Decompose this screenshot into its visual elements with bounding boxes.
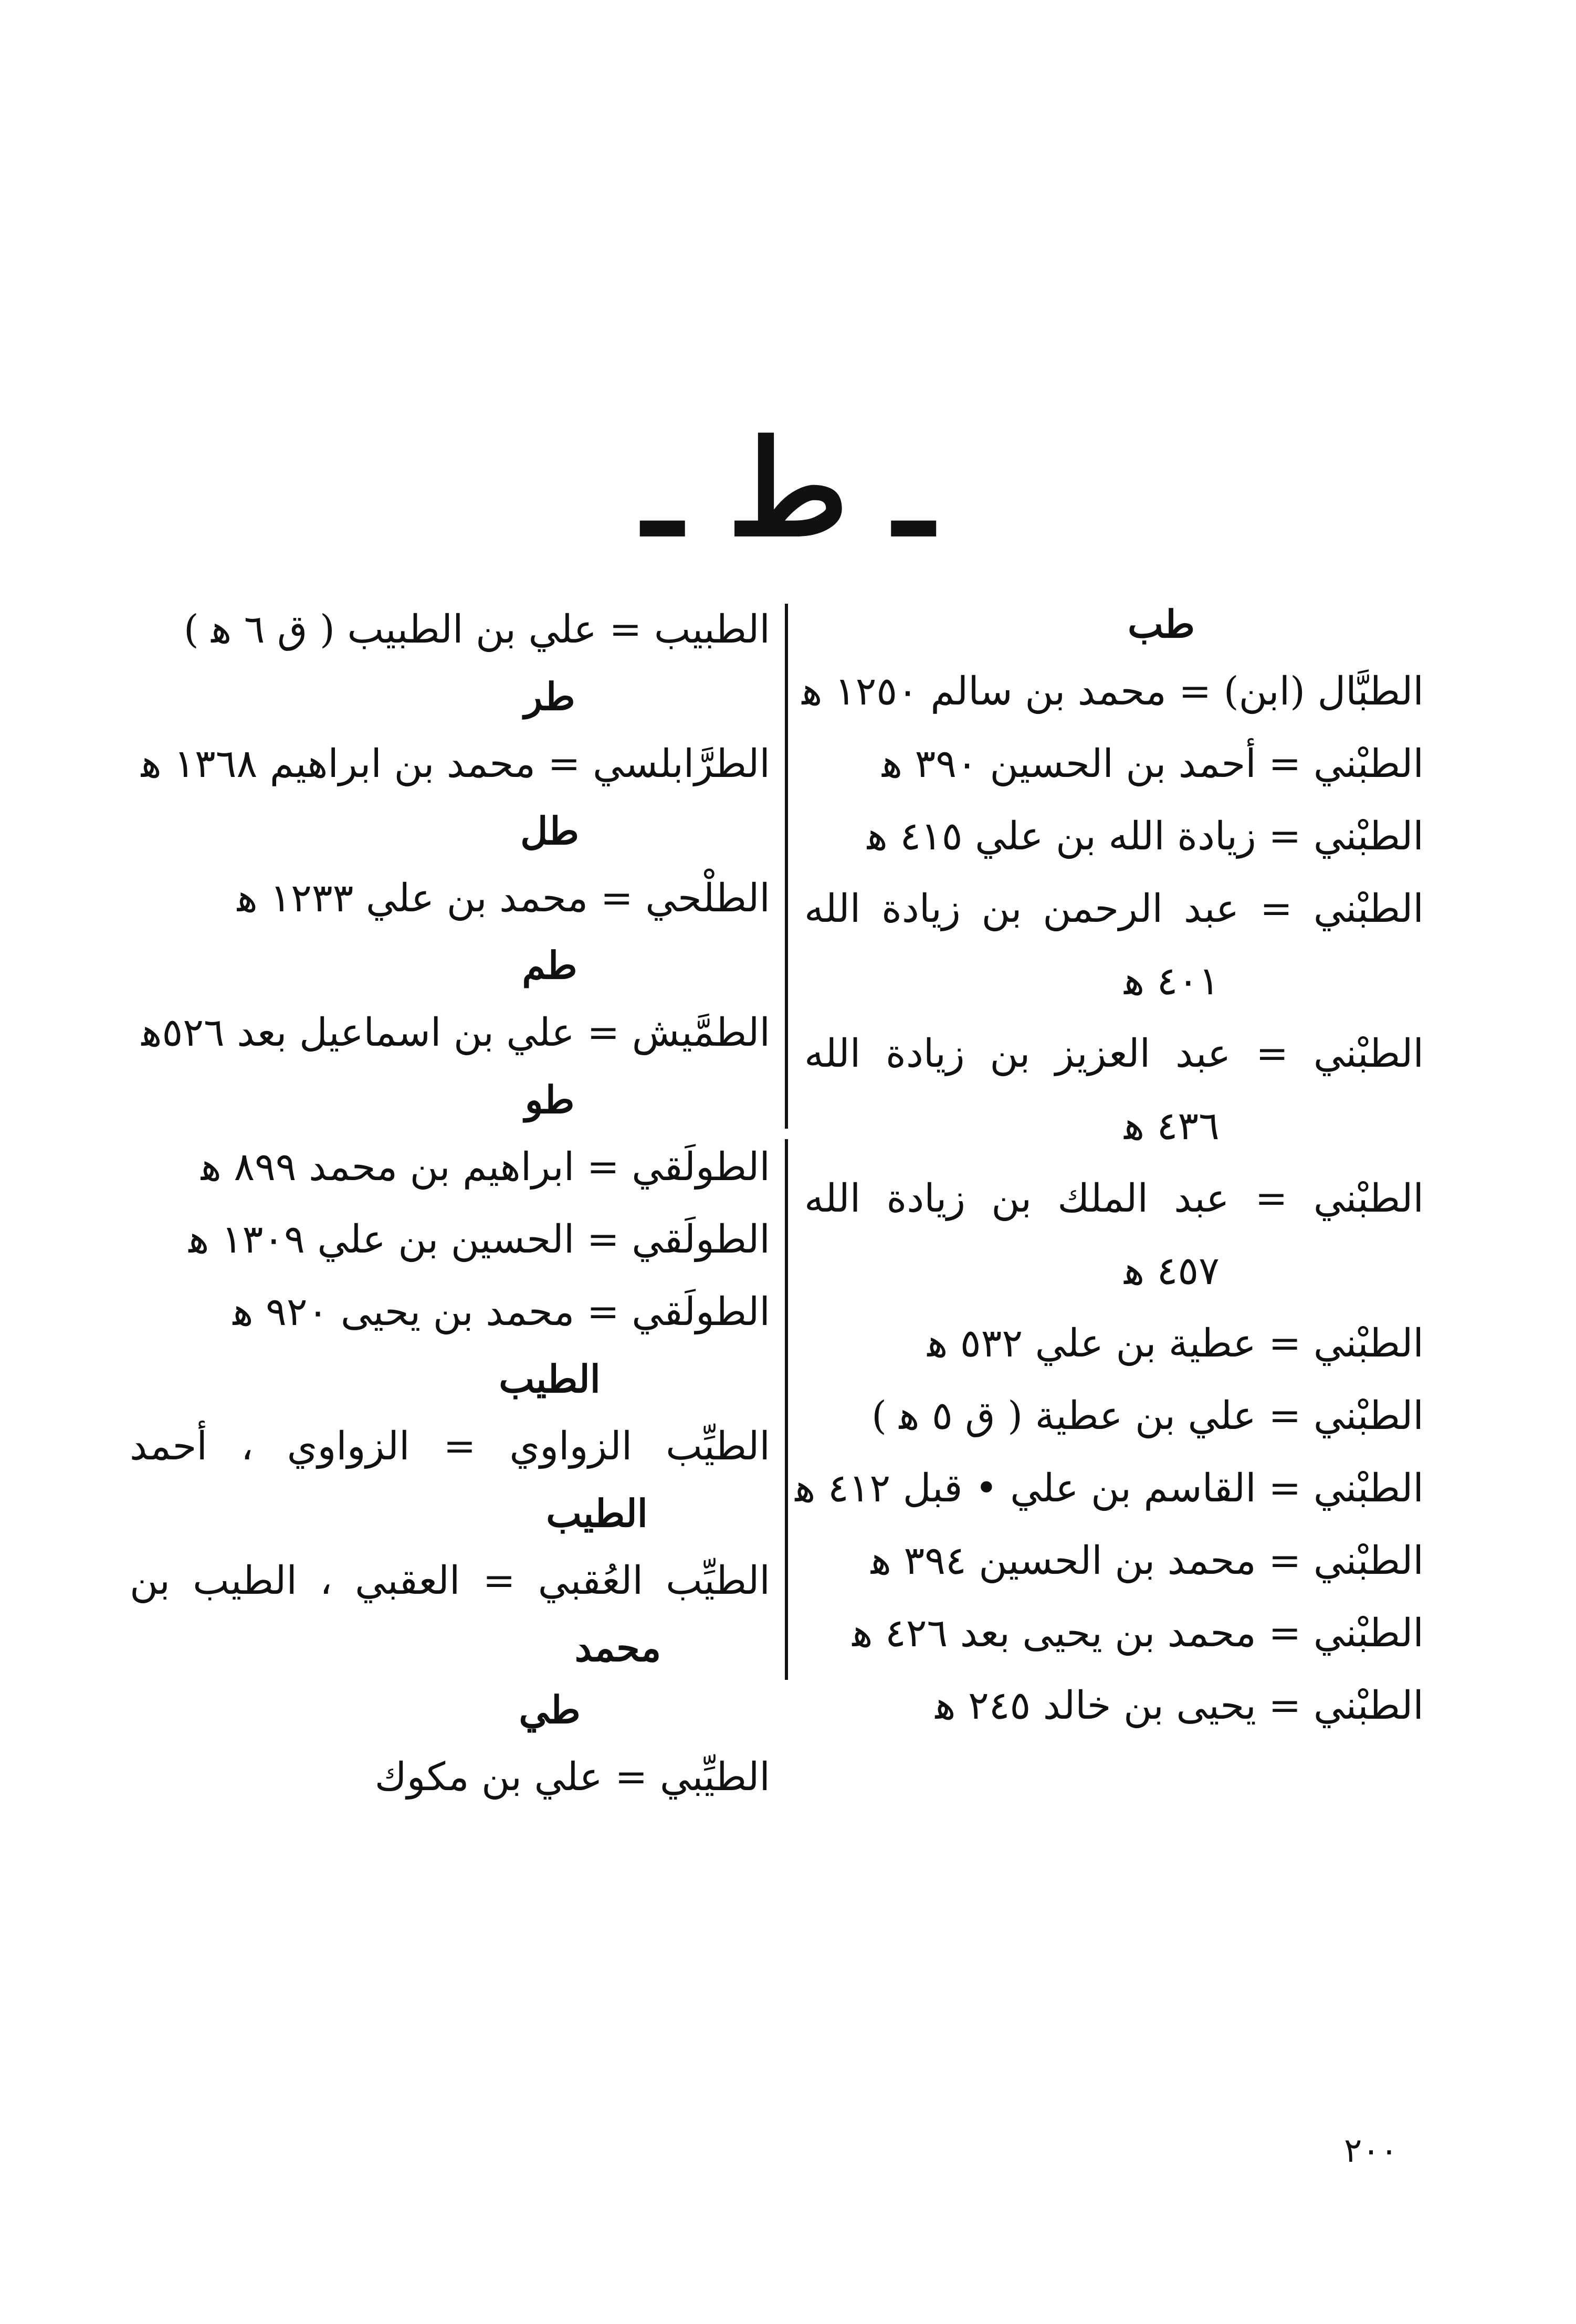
index-entry: الطيِّبي = علي بن مكوك <box>374 1754 770 1800</box>
index-entry: الطبْني = زيادة الله بن علي ٤١٥ ﻫ <box>867 814 1424 859</box>
section-heading: طم <box>522 943 577 987</box>
index-entry: الطرَّابلسي = محمد بن ابراهيم ١٣٦٨ ﻫ <box>141 741 770 786</box>
section-heading: الطيب <box>499 1356 601 1401</box>
column-divider <box>785 1139 788 1680</box>
section-heading: محمد <box>574 1625 661 1670</box>
index-entry: الطيِّب الزواوي = الزواوي ، أحمد <box>130 1424 770 1469</box>
column-divider <box>785 604 788 1129</box>
right-column <box>795 593 1424 1742</box>
index-entry: الطبْني = عبد الرحمن بن زيادة الله <box>804 886 1424 931</box>
index-entry: الطبيب = علي بن الطبيب ( ق ٦ ﻫ ) <box>183 607 770 652</box>
page-title: ـ ط ـ <box>643 411 933 565</box>
index-entry: الطبْني = محمد بن يحيى بعد ٤٢٦ ﻫ <box>852 1611 1424 1656</box>
section-heading: طل <box>520 808 579 853</box>
page-number: ٢٠٠ <box>1344 2131 1399 2170</box>
section-heading: طر <box>524 674 575 719</box>
index-entry: الطبَّال (ابن) = محمد بن سالم ١٢٥٠ ﻫ <box>802 669 1424 714</box>
section-heading: طو <box>524 1077 575 1122</box>
index-entry: الطبْني = القاسم بن علي • قبل ٤١٢ ﻫ <box>795 1466 1424 1511</box>
index-entry: الطبْني = محمد بن الحسين ٣٩٤ ﻫ <box>870 1538 1424 1583</box>
index-entry: الطبْني = عبد الملك بن زيادة الله <box>804 1176 1424 1221</box>
index-entry: الطبْني = أحمد بن الحسين ٣٩٠ ﻫ <box>882 741 1424 786</box>
index-entry: الطلْحي = محمد بن علي ١٢٣٣ ﻫ <box>237 876 770 921</box>
index-entry: الطولَقي = محمد بن يحيى ٩٢٠ ﻫ <box>233 1289 770 1334</box>
index-entry: الطولَقي = ابراهيم بن محمد ٨٩٩ ﻫ <box>201 1144 770 1190</box>
entry-continuation: ٤٠١ ﻫ <box>1124 959 1220 1004</box>
index-entry: الطبْني = يحيى بن خالد ٢٤٥ ﻫ <box>935 1683 1424 1728</box>
section-heading: الطيب <box>546 1491 648 1536</box>
index-entry: الطولَقي = الحسين بن علي ١٣٠٩ ﻫ <box>188 1217 770 1262</box>
index-entry: الطيِّب العُقبي = العقبي ، الطيب بن <box>130 1558 770 1603</box>
index-entry: الطبْني = عطية بن علي ٥٣٢ ﻫ <box>927 1321 1424 1366</box>
section-heading: طي <box>519 1687 581 1732</box>
index-entry: الطمَّيش = علي بن اسماعيل بعد ٥٢٦ﻫ <box>141 1010 770 1055</box>
index-entry: الطبْني = علي بن عطية ( ق ٥ ﻫ ) <box>871 1393 1424 1438</box>
left-column <box>130 593 770 1813</box>
section-heading: طب <box>1127 602 1195 646</box>
entry-continuation: ٤٣٦ ﻫ <box>1124 1103 1220 1149</box>
index-entry: الطبْني = عبد العزيز بن زيادة الله <box>804 1031 1424 1076</box>
entry-continuation: ٤٥٧ ﻫ <box>1124 1248 1220 1294</box>
